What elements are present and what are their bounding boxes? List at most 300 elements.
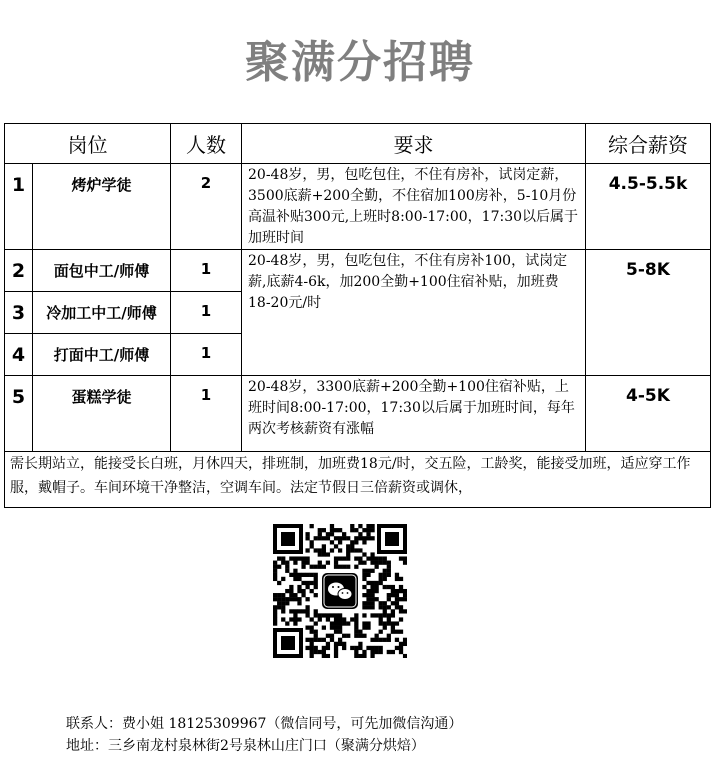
row-number: 1	[5, 164, 33, 250]
qr-module	[273, 577, 277, 581]
qr-module	[362, 536, 366, 540]
qr-module	[379, 630, 383, 634]
qr-module	[297, 573, 301, 577]
qr-module	[370, 613, 374, 617]
row-count: 1	[171, 250, 242, 292]
qr-module	[366, 597, 370, 601]
qr-module	[305, 561, 309, 565]
qr-module	[330, 528, 334, 532]
qr-module	[358, 634, 362, 638]
qr-module	[354, 536, 358, 540]
qr-module	[338, 617, 342, 621]
qr-module	[293, 621, 297, 625]
qr-module	[297, 597, 301, 601]
qr-module	[285, 621, 289, 625]
qr-module	[379, 605, 383, 609]
qr-module	[391, 650, 395, 654]
qr-module	[322, 565, 326, 569]
qr-module	[362, 569, 366, 573]
row-number: 5	[5, 376, 33, 452]
qr-module	[366, 524, 370, 528]
qr-module	[301, 609, 305, 613]
qr-module	[322, 552, 326, 556]
qr-module	[383, 585, 387, 589]
qr-module	[387, 650, 391, 654]
qr-module	[383, 601, 387, 605]
qr-module	[379, 573, 383, 577]
qr-module	[281, 605, 285, 609]
qr-module	[350, 617, 354, 621]
qr-module	[375, 597, 379, 601]
row-position: 蛋糕学徒	[33, 376, 171, 452]
qr-module	[318, 528, 322, 532]
row-salary: 5-8K	[586, 250, 711, 376]
qr-module	[330, 634, 334, 638]
qr-module	[326, 654, 330, 658]
qr-module	[399, 585, 403, 589]
qr-module	[370, 654, 374, 658]
qr-module	[395, 605, 399, 609]
qr-module	[395, 593, 399, 597]
qr-module	[326, 634, 330, 638]
qr-module	[346, 536, 350, 540]
qr-module	[305, 638, 309, 642]
qr-module	[362, 626, 366, 630]
qr-module	[338, 613, 342, 617]
qr-module	[383, 638, 387, 642]
qr-module	[330, 548, 334, 552]
qr-module	[387, 561, 391, 565]
qr-module	[281, 556, 285, 560]
qr-module	[366, 573, 370, 577]
row-requirement: 20-48岁，男，包吃包住，不住有房补100，试岗定薪,底薪4-6k，加200全勤+100住宿补贴，加班费18-20元/时	[242, 250, 586, 376]
qr-module	[314, 573, 318, 577]
qr-module	[370, 569, 374, 573]
qr-module	[366, 556, 370, 560]
qr-module	[350, 528, 354, 532]
qr-module	[395, 621, 399, 625]
qr-module	[285, 589, 289, 593]
row-position: 冷加工中工/师傅	[33, 292, 171, 334]
qr-module	[391, 630, 395, 634]
qr-module	[322, 626, 326, 630]
row-position: 烤炉学徒	[33, 164, 171, 250]
qr-module	[301, 593, 305, 597]
qr-module	[403, 593, 407, 597]
qr-module	[289, 556, 293, 560]
qr-module	[314, 548, 318, 552]
qr-module	[362, 540, 366, 544]
qr-module	[310, 642, 314, 646]
qr-module	[354, 626, 358, 630]
qr-module	[399, 642, 403, 646]
qr-module	[326, 532, 330, 536]
table-row	[5, 376, 711, 452]
qr-module	[273, 609, 277, 613]
qr-module	[338, 536, 342, 540]
qr-module	[399, 617, 403, 621]
row-count: 1	[171, 376, 242, 452]
row-position: 面包中工/师傅	[33, 250, 171, 292]
qr-module	[314, 646, 318, 650]
qr-module	[289, 617, 293, 621]
qr-module	[293, 593, 297, 597]
qr-module	[342, 565, 346, 569]
qr-module	[362, 573, 366, 577]
header-salary: 综合薪资	[586, 124, 711, 164]
qr-module	[379, 650, 383, 654]
qr-module	[366, 605, 370, 609]
qr-module	[285, 601, 289, 605]
qr-module	[366, 569, 370, 573]
table-header	[5, 124, 711, 164]
qr-module	[399, 646, 403, 650]
qr-module	[387, 605, 391, 609]
qr-module	[334, 556, 338, 560]
qr-module	[379, 561, 383, 565]
qr-module	[310, 524, 314, 528]
qr-module	[387, 621, 391, 625]
qr-module	[305, 609, 309, 613]
qr-module	[358, 536, 362, 540]
qr-module	[281, 601, 285, 605]
qr-module	[310, 565, 314, 569]
qr-module	[301, 589, 305, 593]
qr-module	[314, 565, 318, 569]
qr-module	[370, 561, 374, 565]
qr-module	[273, 617, 277, 621]
qr-module	[379, 617, 383, 621]
qr-module	[305, 581, 309, 585]
qr-module	[281, 593, 285, 597]
qr-module	[273, 621, 277, 625]
qr-module	[334, 630, 338, 634]
qr-module	[358, 630, 362, 634]
qr-module	[330, 626, 334, 630]
qr-module	[362, 585, 366, 589]
qr-module	[383, 626, 387, 630]
qr-module	[334, 528, 338, 532]
qr-module	[330, 532, 334, 536]
qr-module	[387, 569, 391, 573]
qr-module	[326, 536, 330, 540]
wechat-icon	[322, 573, 358, 609]
qr-module	[310, 544, 314, 548]
table-row	[5, 164, 711, 250]
qr-module	[350, 540, 354, 544]
qr-module	[301, 573, 305, 577]
qr-module	[375, 638, 379, 642]
qr-module	[281, 617, 285, 621]
qr-module	[297, 585, 301, 589]
qr-module	[350, 646, 354, 650]
qr-module	[391, 589, 395, 593]
qr-module	[362, 601, 366, 605]
qr-module	[273, 597, 277, 601]
qr-module	[318, 536, 322, 540]
qr-module	[403, 556, 407, 560]
qr-module	[354, 565, 358, 569]
qr-module	[379, 613, 383, 617]
qr-module	[273, 605, 277, 609]
qr-module	[395, 646, 399, 650]
qr-module	[403, 642, 407, 646]
qr-module	[322, 650, 326, 654]
job-table	[4, 123, 711, 508]
qr-module	[370, 585, 374, 589]
qr-module	[318, 552, 322, 556]
qr-module	[310, 540, 314, 544]
qr-module	[395, 601, 399, 605]
qr-module	[366, 589, 370, 593]
qr-module	[354, 613, 358, 617]
qr-module	[277, 565, 281, 569]
row-salary: 4-5K	[586, 376, 711, 452]
qr-module	[326, 646, 330, 650]
row-count: 1	[171, 334, 242, 376]
qr-module	[395, 638, 399, 642]
qr-module	[330, 540, 334, 544]
qr-module	[358, 556, 362, 560]
qr-module	[391, 593, 395, 597]
qr-module	[403, 654, 407, 658]
qr-module	[273, 613, 277, 617]
qr-module	[370, 605, 374, 609]
qr-module	[354, 556, 358, 560]
qr-module	[310, 589, 314, 593]
qr-module	[314, 609, 318, 613]
job-note: 需长期站立，能接受长白班，月休四天，排班制，加班费18元/时，交五险，工龄奖，能接受加班，适应穿工作服，戴帽子。车间环境干净整洁，空调车间。法定节假日三倍薪资或调休，	[5, 452, 711, 508]
qr-module	[334, 536, 338, 540]
qr-module	[342, 617, 346, 621]
qr-module	[277, 597, 281, 601]
qr-module	[342, 532, 346, 536]
row-number: 2	[5, 250, 33, 292]
qr-module	[366, 581, 370, 585]
qr-module	[314, 650, 318, 654]
qr-module	[322, 613, 326, 617]
qr-module	[322, 638, 326, 642]
qr-module	[322, 544, 326, 548]
qr-module	[293, 561, 297, 565]
qr-module	[314, 577, 318, 581]
qr-module	[338, 626, 342, 630]
qr-finder-top-right	[377, 524, 407, 554]
qr-module	[354, 548, 358, 552]
qr-module	[318, 638, 322, 642]
qr-module	[387, 597, 391, 601]
qr-module	[395, 597, 399, 601]
qr-module	[310, 617, 314, 621]
qr-module	[334, 565, 338, 569]
qr-module	[383, 613, 387, 617]
qr-module	[391, 613, 395, 617]
qr-module	[310, 654, 314, 658]
qr-module	[370, 646, 374, 650]
qr-module	[338, 630, 342, 634]
qr-module	[379, 601, 383, 605]
qr-module	[310, 581, 314, 585]
qr-module	[354, 654, 358, 658]
qr-module	[297, 577, 301, 581]
qr-module	[338, 540, 342, 544]
contact-address: 地址：三乡南龙村泉林街2号泉林山庄门口（聚满分烘焙）	[66, 738, 425, 754]
qr-module	[354, 650, 358, 654]
qr-module	[346, 552, 350, 556]
qr-module	[334, 544, 338, 548]
qr-module	[289, 609, 293, 613]
qr-module	[305, 646, 309, 650]
qr-module	[375, 589, 379, 593]
qr-module	[318, 613, 322, 617]
qr-module	[346, 565, 350, 569]
qr-finder-bottom-left	[273, 628, 303, 658]
qr-module	[326, 613, 330, 617]
qr-module	[293, 556, 297, 560]
qr-module	[375, 565, 379, 569]
qr-module	[362, 654, 366, 658]
qr-module	[387, 613, 391, 617]
qr-module	[305, 532, 309, 536]
qr-module	[342, 536, 346, 540]
qr-module	[305, 585, 309, 589]
qr-module	[375, 561, 379, 565]
qr-module	[366, 621, 370, 625]
qr-module	[358, 524, 362, 528]
qr-module	[322, 528, 326, 532]
qr-module	[342, 556, 346, 560]
qr-module	[370, 552, 374, 556]
header-position: 岗位	[5, 124, 171, 164]
qr-module	[330, 613, 334, 617]
qr-module	[310, 646, 314, 650]
qr-module	[318, 650, 322, 654]
qr-module	[273, 569, 277, 573]
qr-module	[391, 621, 395, 625]
qr-module	[289, 597, 293, 601]
qr-module	[387, 573, 391, 577]
qr-module	[370, 524, 374, 528]
header-requirement: 要求	[242, 124, 586, 164]
qr-module	[301, 581, 305, 585]
contact-info	[66, 713, 462, 757]
qr-module	[310, 650, 314, 654]
qr-module	[285, 565, 289, 569]
qr-module	[395, 630, 399, 634]
qr-module	[399, 650, 403, 654]
qr-module	[318, 565, 322, 569]
qr-module	[277, 581, 281, 585]
qr-module	[305, 626, 309, 630]
qr-module	[387, 593, 391, 597]
qr-module	[338, 528, 342, 532]
qr-module	[346, 634, 350, 638]
qr-module	[330, 638, 334, 642]
qr-module	[293, 613, 297, 617]
qr-module	[314, 630, 318, 634]
qr-module	[362, 593, 366, 597]
qr-module	[314, 581, 318, 585]
qr-module	[318, 532, 322, 536]
qr-module	[293, 609, 297, 613]
qr-module	[346, 621, 350, 625]
qr-module	[379, 621, 383, 625]
qr-module	[354, 528, 358, 532]
qr-module	[379, 581, 383, 585]
qr-module	[350, 548, 354, 552]
qr-module	[350, 544, 354, 548]
qr-module	[318, 561, 322, 565]
qr-module	[346, 544, 350, 548]
qr-module	[379, 638, 383, 642]
qr-module	[362, 634, 366, 638]
qr-module	[403, 589, 407, 593]
qr-module	[334, 561, 338, 565]
qr-module	[354, 540, 358, 544]
qr-module	[358, 561, 362, 565]
qr-module	[289, 589, 293, 593]
qr-module	[318, 548, 322, 552]
qr-module	[305, 613, 309, 617]
qr-module	[297, 601, 301, 605]
qr-module	[326, 552, 330, 556]
qr-module	[370, 638, 374, 642]
qr-module	[334, 613, 338, 617]
qr-module	[273, 573, 277, 577]
qr-module	[305, 548, 309, 552]
qr-module	[285, 597, 289, 601]
qr-module	[334, 650, 338, 654]
qr-module	[366, 536, 370, 540]
qr-module	[354, 646, 358, 650]
qr-module	[342, 621, 346, 625]
qr-module	[330, 621, 334, 625]
qr-module	[391, 585, 395, 589]
qr-module	[289, 573, 293, 577]
qr-module	[346, 556, 350, 560]
qr-module	[318, 617, 322, 621]
qr-module	[301, 561, 305, 565]
qr-module	[383, 556, 387, 560]
qr-module	[273, 593, 277, 597]
note-row	[5, 452, 711, 508]
qr-module	[314, 613, 318, 617]
qr-module	[395, 577, 399, 581]
row-number: 3	[5, 292, 33, 334]
qr-module	[277, 605, 281, 609]
row-requirement: 20-48岁，3300底薪+200全勤+100住宿补贴，上班时间8:00-17:00，17:30以后属于加班时间，每年两次考核薪资有涨幅	[242, 376, 586, 452]
qr-module	[366, 593, 370, 597]
qr-module	[293, 597, 297, 601]
qr-module	[301, 565, 305, 569]
qr-module	[338, 556, 342, 560]
row-position: 打面中工/师傅	[33, 334, 171, 376]
qr-module	[342, 646, 346, 650]
qr-module	[277, 556, 281, 560]
qr-module	[354, 617, 358, 621]
qr-module	[366, 646, 370, 650]
qr-module	[383, 561, 387, 565]
qr-module	[383, 609, 387, 613]
qr-module	[366, 626, 370, 630]
qr-module	[334, 646, 338, 650]
qr-module	[391, 609, 395, 613]
qr-module	[354, 634, 358, 638]
qr-module	[346, 548, 350, 552]
qr-module	[342, 634, 346, 638]
qr-module	[338, 548, 342, 552]
qr-module	[370, 528, 374, 532]
